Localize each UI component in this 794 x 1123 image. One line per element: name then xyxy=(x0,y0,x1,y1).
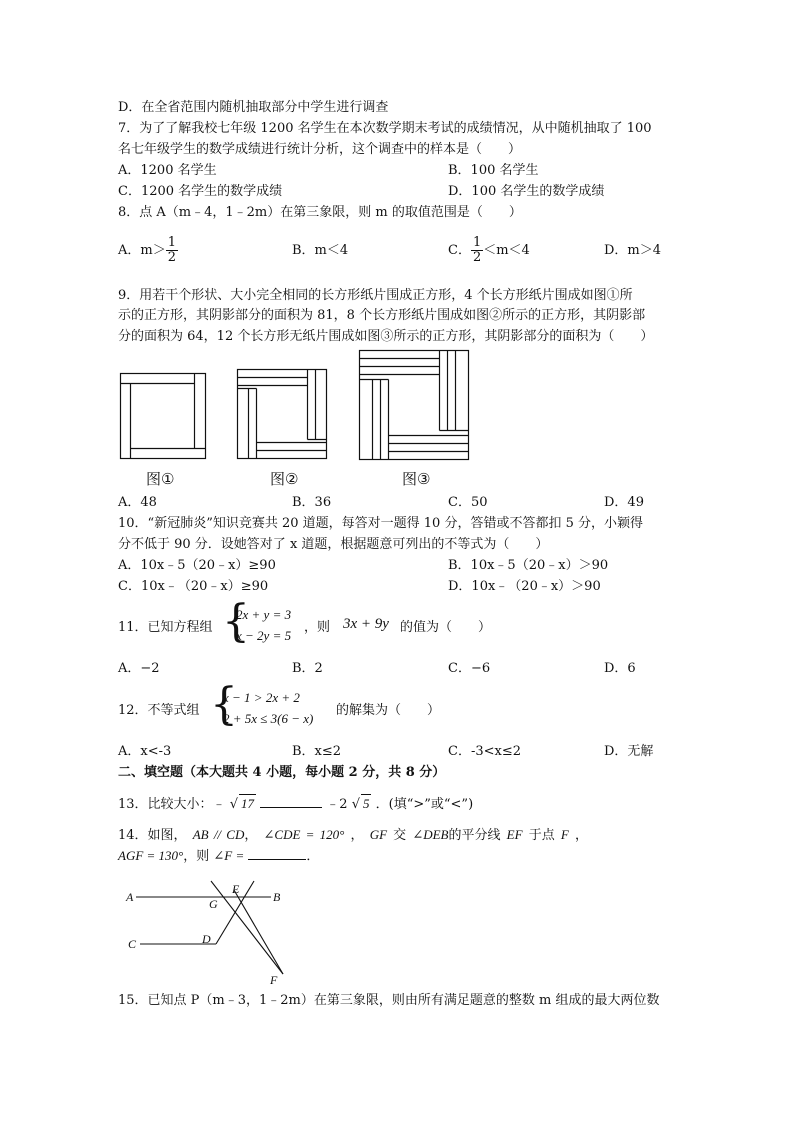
q9-figure-3-label: 图③ xyxy=(402,470,431,488)
q14-angle-deb: ∠DEB xyxy=(412,827,449,842)
q8-fraction-a xyxy=(166,236,178,265)
q13-radicand-2: 5 xyxy=(362,796,370,811)
q8-option-c-prefix: C． xyxy=(448,243,471,258)
q12-option-c: C．-3<x≤2 xyxy=(448,744,521,759)
q14-bisector: 的平分线 xyxy=(448,828,501,843)
q9-stem-line1: 9．用若干个形状、大小完全相同的长方形纸片围成正方形，4 个长方形纸片围成如图①所 xyxy=(118,288,633,303)
q9-figure-1 xyxy=(120,373,206,459)
label-b: B xyxy=(273,890,281,904)
q9-option-a: A．48 xyxy=(118,495,157,510)
q14-comma: ， xyxy=(574,828,588,843)
q11-suffix: 的值为（ ） xyxy=(400,620,492,635)
q12-ineq1: x − 1 > 2x + 2 xyxy=(223,690,300,705)
q14-answer-blank[interactable] xyxy=(248,847,306,860)
q14-geometry-figure xyxy=(120,872,295,987)
q14-ab-parallel-cd: AB // CD xyxy=(192,827,245,842)
q8-option-a xyxy=(118,234,178,268)
q8-stem: 8．点 A（m﹣4，1﹣2m）在第三象限，则 m 的取值范围是（ ） xyxy=(118,205,522,220)
label-f: F xyxy=(270,973,278,987)
q9-option-c: C．50 xyxy=(448,495,488,510)
q9-figure-1-label: 图① xyxy=(146,470,175,488)
q9-figure-2-label: 图② xyxy=(270,470,299,488)
q9-figure-2 xyxy=(237,369,327,459)
q10-option-d: D．10x﹣（20﹣x）＞90 xyxy=(448,579,601,594)
q9-figure-3 xyxy=(359,350,469,460)
q7-option-b: B．100 名学生 xyxy=(448,163,539,178)
radical-icon: √ xyxy=(229,797,238,812)
q14-ef: EF xyxy=(506,827,523,842)
q14-gf: GF xyxy=(369,827,388,842)
q11-option-d: D．6 xyxy=(604,661,636,676)
q14-then: ，则 xyxy=(183,849,210,864)
q11-eq1: 2x + y = 3 xyxy=(236,607,292,622)
q7-option-d: D．100 名学生的数学成绩 xyxy=(448,184,605,199)
q11-brace: { xyxy=(222,596,250,647)
q12-ineq2: 2 + 5x ≤ 3(6 − x) xyxy=(223,711,314,726)
q10-stem-line1: 10．“新冠肺炎”知识竞赛共 20 道题，每答对一题得 10 分，答错或不答都扣 5 分，小颖得 xyxy=(118,516,643,531)
q9-option-d: D．49 xyxy=(604,495,644,510)
q9-stem-line3: 分的面积为 64，12 个长方形无纸片围成如图③所示的正方形，其阴影部分的面积为（ ） xyxy=(118,329,654,344)
q14-end: ． xyxy=(306,849,320,864)
section-2-heading: 二、填空题（本大题共 4 小题，每小题 2 分，共 8 分） xyxy=(118,765,446,780)
q11-option-b: B．2 xyxy=(292,661,323,676)
q14-sep1: ， xyxy=(244,828,258,843)
label-a: A xyxy=(126,890,134,904)
q14-line1 xyxy=(118,826,588,845)
q13-suffix: ．(填“>”或“<”) xyxy=(375,797,474,812)
q15-stem: 15．已知点 P（m﹣3，1﹣2m）在第三象限，则由所有满足题意的整数 m 组成的最大两位数 xyxy=(118,993,660,1008)
q7-stem-line2: 名七年级学生的数学成绩进行统计分析，这个调查中的样本是（ ） xyxy=(118,142,522,157)
q9-stem-line2: 示的正方形，其阴影部分的面积为 81，8 个长方形纸片围成如图②所示的正方形，其阴影部 xyxy=(118,308,646,323)
q13-mid: ﹣2 xyxy=(326,797,348,812)
q8-option-b: B．m＜4 xyxy=(292,243,349,258)
radical-icon: √ xyxy=(351,797,360,812)
q7-stem-line1: 7．为了了解我校七年级 1200 名学生在本次数学期末考试的成绩情况，从中随机抽取了 100 xyxy=(118,121,652,136)
q6-option-d: D．在全省范围内随机抽取部分中学生进行调查 xyxy=(118,100,389,115)
q14-angle-agf: AGF = 130° xyxy=(118,848,184,863)
q11-expression: 3x + 9y xyxy=(343,616,389,632)
fraction-denominator: 2 xyxy=(167,250,176,265)
q11-eq2: x − 2y = 5 xyxy=(236,628,292,643)
q14-at-point: 于点 xyxy=(528,828,555,843)
q8-option-d: D．m＞4 xyxy=(604,243,662,258)
q8-fraction-c xyxy=(471,236,483,265)
q14-jiao: 交 xyxy=(393,828,407,843)
q7-option-a: A．1200 名学生 xyxy=(118,163,217,178)
label-g: G xyxy=(209,897,218,911)
q14-angle-f: ∠F = xyxy=(213,848,245,863)
label-c: C xyxy=(128,937,137,951)
q10-option-c: C．10x﹣（20﹣x）≥90 xyxy=(118,579,269,594)
q11-option-c: C．−6 xyxy=(448,661,491,676)
q12-brace: { xyxy=(210,679,238,730)
q12-suffix: 的解集为（ ） xyxy=(336,703,441,718)
fraction-denominator: 2 xyxy=(472,250,482,265)
q14-sep2: ， xyxy=(350,828,364,843)
q11-option-a: A．−2 xyxy=(118,661,160,676)
q14-angle-cde: ∠CDE = 120° xyxy=(263,827,345,842)
q14-prefix: 14．如图， xyxy=(118,828,187,843)
q13-radicand-1: 17 xyxy=(240,796,254,811)
q10-option-a: A．10x﹣5（20﹣x）≥90 xyxy=(118,558,276,573)
q12-prefix: 12．不等式组 xyxy=(118,703,200,718)
label-e: E xyxy=(232,882,240,896)
q11-prefix: 11．已知方程组 xyxy=(118,620,213,635)
q14-line2 xyxy=(118,847,319,866)
q10-option-b: B．10x﹣5（20﹣x）＞90 xyxy=(448,558,609,573)
q13 xyxy=(118,794,473,814)
q9-option-b: B．36 xyxy=(292,495,332,510)
q8-option-c xyxy=(448,234,530,268)
label-d: D xyxy=(202,932,211,946)
q13-answer-blank[interactable] xyxy=(260,795,322,808)
q12-option-b: B．x≤2 xyxy=(292,744,342,759)
q7-option-c: C．1200 名学生的数学成绩 xyxy=(118,184,283,199)
q8-option-c-suffix: ＜m＜4 xyxy=(483,243,530,258)
fraction-numerator: 1 xyxy=(472,235,482,250)
q12-option-d: D．无解 xyxy=(604,744,654,759)
q13-prefix: 13．比较大小：﹣ xyxy=(118,797,226,812)
q10-stem-line2: 分不低于 90 分．设她答对了 x 道题，根据题意可列出的不等式为（ ） xyxy=(118,537,549,552)
q14-point-f: F xyxy=(560,827,569,842)
q11-mid: ，则 xyxy=(304,620,331,635)
q12-option-a: A．x<-3 xyxy=(118,744,172,759)
fraction-numerator: 1 xyxy=(167,235,176,250)
q8-option-a-prefix: A．m＞ xyxy=(118,243,166,258)
